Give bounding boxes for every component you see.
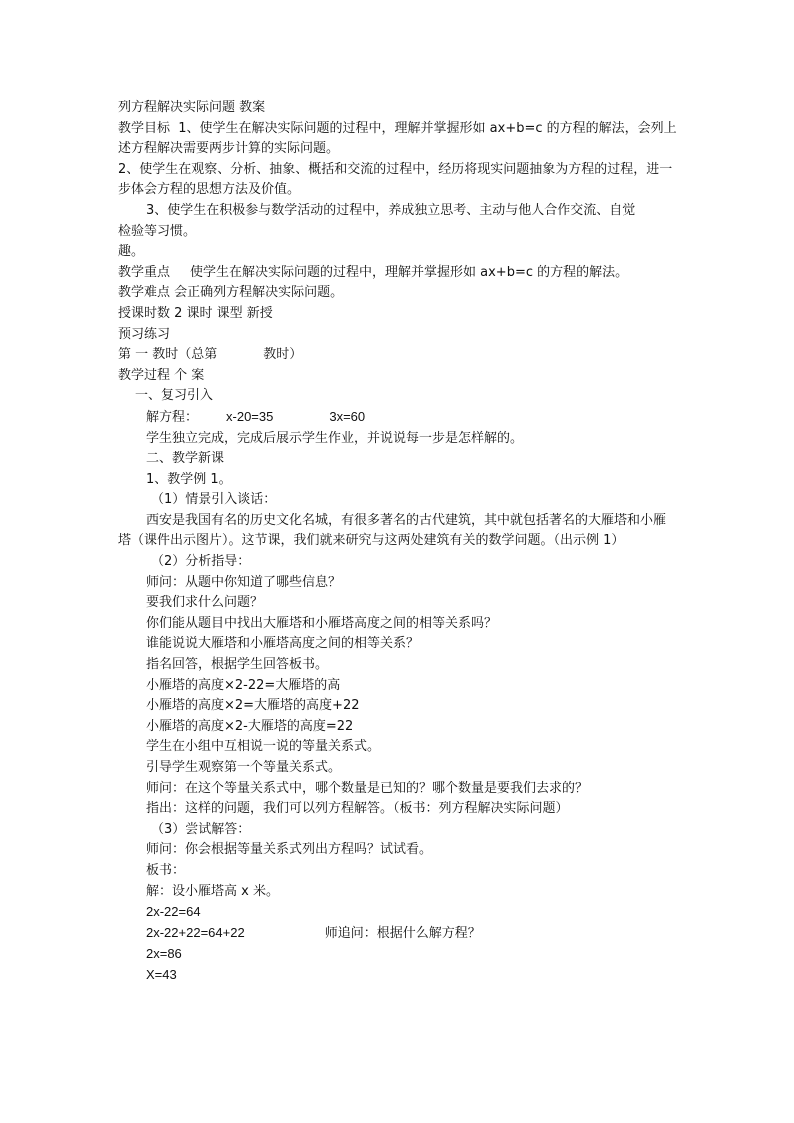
solve-label: 解方程：	[146, 409, 199, 425]
new-lesson-title: 二、教学新课	[146, 451, 225, 467]
goal-3-tail: 趣。	[118, 244, 145, 260]
question-3: 你们能从题目中找出大雁塔和小雁塔高度之间的相等关系吗？	[146, 615, 498, 631]
solution-line-2-eq: 2x-22+22=64+22	[146, 924, 245, 940]
question-5: 指名回答，根据学生回答板书。	[146, 657, 329, 673]
relation-2: 小雁塔的高度×2=大雁塔的高度+22	[146, 698, 360, 714]
solution-line-3: 2x=86	[146, 946, 182, 962]
diff-label: 教学难点	[118, 285, 171, 301]
section-2-title: （2）分析指导：	[151, 554, 251, 570]
question-10: 师问：你会根据等量关系式列出方程吗？试试看。	[146, 842, 433, 858]
question-2: 要我们求什么问题？	[146, 595, 264, 611]
question-6: 学生在小组中互相说一说的等量关系式。	[146, 739, 381, 755]
solution-line-4: X=43	[146, 966, 177, 982]
hours-line: 授课时数 2 课时 课型 新授	[118, 305, 273, 321]
key-points	[118, 263, 678, 284]
equation-1: x-20=35	[226, 408, 274, 424]
key-label: 教学重点	[118, 264, 171, 280]
key-text: 使学生在解决实际问题的过程中，理解并掌握形如 ax+b=c 的方程的解法。	[190, 264, 629, 280]
lesson-count-b: 教时）	[263, 347, 303, 363]
relation-3: 小雁塔的高度×2-大雁塔的高度=22	[146, 718, 354, 734]
goal-label: 教学目标	[118, 120, 171, 136]
preview-practice: 预习练习	[118, 326, 171, 342]
follow-up-question: 师追问：根据什么解方程？	[324, 925, 481, 941]
question-8: 师问：在这个等量关系式中，哪个数量是已知的？哪个数量是要我们去求的？	[146, 780, 589, 796]
section-1-title: （1）情景引入谈话：	[151, 492, 277, 508]
lesson-count-a: 第 一 教时（总第	[118, 347, 218, 363]
question-7: 引导学生观察第一个等量关系式。	[146, 760, 342, 775]
lesson-count	[118, 345, 678, 366]
relation-1: 小雁塔的高度×2-22=大雁塔的高	[146, 677, 341, 693]
question-9: 指出：这样的问题，我们可以列方程解答。（板书：列方程解决实际问题）	[146, 801, 569, 817]
question-4: 谁能说说大雁塔和小雁塔高度之间的相等关系？	[146, 636, 420, 652]
document-page	[118, 98, 678, 986]
goal-1: 1、使学生在解决实际问题的过程中，理解并掌握形如 ax+b=c 的方程的解法，会列上述方程解决需要两步计算的实际问题。	[118, 120, 677, 157]
example-title: 1、教学例 1。	[146, 471, 232, 487]
diff-text: 会正确列方程解决实际问题。	[174, 285, 344, 301]
process-heading: 教学过程 个 案	[118, 367, 205, 383]
section-1-text: 西安是我国有名的历史文化名城，有很多著名的古代建筑，其中就包括著名的大雁塔和小雁塔（课件出示图片）。这节课，我们就来研究与这两处建筑有关的数学问题。（出示例 1）	[118, 512, 667, 549]
board-label: 板书：	[146, 862, 186, 878]
equation-2: 3x=60	[329, 408, 366, 424]
question-1: 师问：从题中你知道了哪些信息？	[146, 574, 342, 590]
goal-3: 3、使学生在积极参与数学活动的过程中，养成独立思考、主动与他人合作交流、自觉	[146, 202, 636, 218]
review-note: 学生独立完成，完成后展示学生作业，并说说每一步是怎样解的。	[146, 430, 524, 446]
goal-paragraph-1	[118, 119, 678, 160]
goal-2: 2、使学生在观察、分析、抽象、概括和交流的过程中，经历将现实问题抽象为方程的过程，进一步体会方程的思想方法及价值。	[118, 161, 673, 198]
doc-title: 列方程解决实际问题 教案	[118, 100, 266, 115]
difficulties	[118, 283, 678, 304]
solution-line-1: 2x-22=64	[146, 904, 201, 920]
solution-line-2	[118, 923, 678, 945]
goal-3-cont: 检验等习惯。	[118, 223, 197, 239]
review-title: 一、复习引入	[135, 388, 214, 404]
solve-equations	[118, 407, 678, 429]
section-3-title: （3）尝试解答：	[151, 821, 251, 837]
solution-line-0: 解：设小雁塔高 x 米。	[146, 883, 279, 899]
